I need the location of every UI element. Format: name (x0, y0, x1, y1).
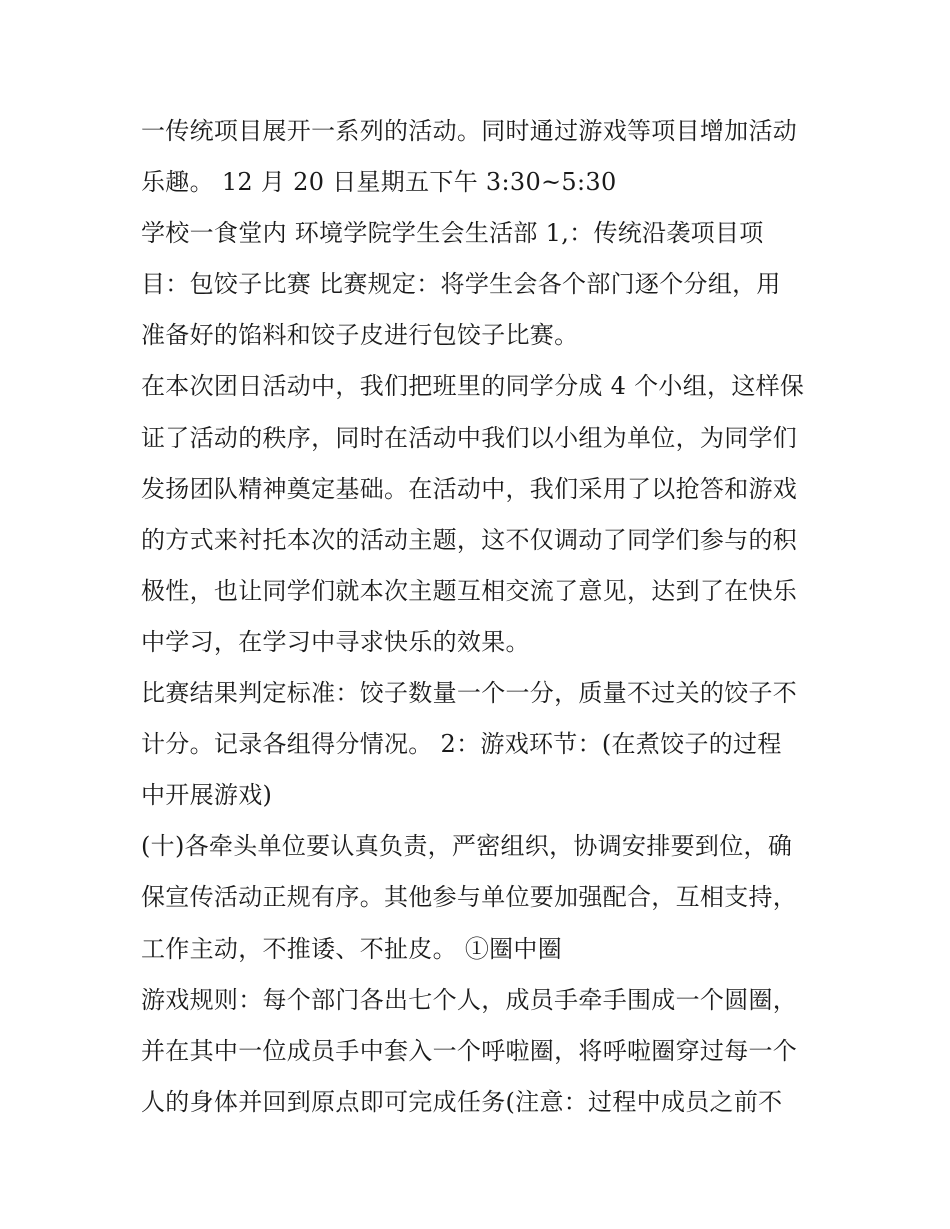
text-line: 乐趣。 12 月 20 日星期五下午 3:30~5:30 (141, 168, 617, 197)
text-line: 游戏规则：每个部门各出七个人，成员手牵手围成一个圆圈， (141, 985, 798, 1014)
text-line: 一传统项目展开一系列的活动。同时通过游戏等项目增加活动 (141, 117, 798, 145)
text-line: (十)各牵头单位要认真负责，严密组织，协调安排要到位，确 (141, 832, 793, 861)
text-line: 学校一食堂内 环境学院学生会生活部 1,：传统沿袭项目项 (141, 219, 764, 248)
text-line: 目：包饺子比赛 比赛规定：将学生会各个部门逐个分组，用 (141, 270, 781, 299)
text-line: 准备好的馅料和饺子皮进行包饺子比赛。 (141, 321, 579, 350)
text-line: 的方式来衬托本次的活动主题，这不仅调动了同学们参与的积 (141, 525, 798, 554)
body-text (141, 106, 821, 1128)
text-line: 保宣传活动正规有序。其他参与单位要加强配合，互相支持， (141, 883, 798, 912)
text-line: 比赛结果判定标准：饺子数量一个一分，质量不过关的饺子不 (141, 679, 798, 708)
text-line: 极性，也让同学们就本次主题互相交流了意见，达到了在快乐 (141, 576, 798, 605)
text-line: 并在其中一位成员手中套入一个呼啦圈，将呼啦圈穿过每一个 (141, 1036, 798, 1065)
text-line: 中开展游戏) (141, 781, 273, 810)
text-line: 工作主动，不推诿、不扯皮。 ①圈中圈 (141, 934, 563, 963)
text-line: 在本次团日活动中，我们把班里的同学分成 4 个小组，这样保 (141, 372, 805, 401)
text-line: 中学习，在学习中寻求快乐的效果。 (141, 627, 530, 656)
text-line: 计分。记录各组得分情况。 2：游戏环节：(在煮饺子的过程 (141, 730, 782, 759)
text-line: 发扬团队精神奠定基础。在活动中，我们采用了以抢答和游戏 (141, 474, 798, 503)
text-line: 人的身体并回到原点即可完成任务(注意：过程中成员之前不 (141, 1087, 783, 1116)
text-line: 证了活动的秩序，同时在活动中我们以小组为单位，为同学们 (141, 423, 798, 452)
